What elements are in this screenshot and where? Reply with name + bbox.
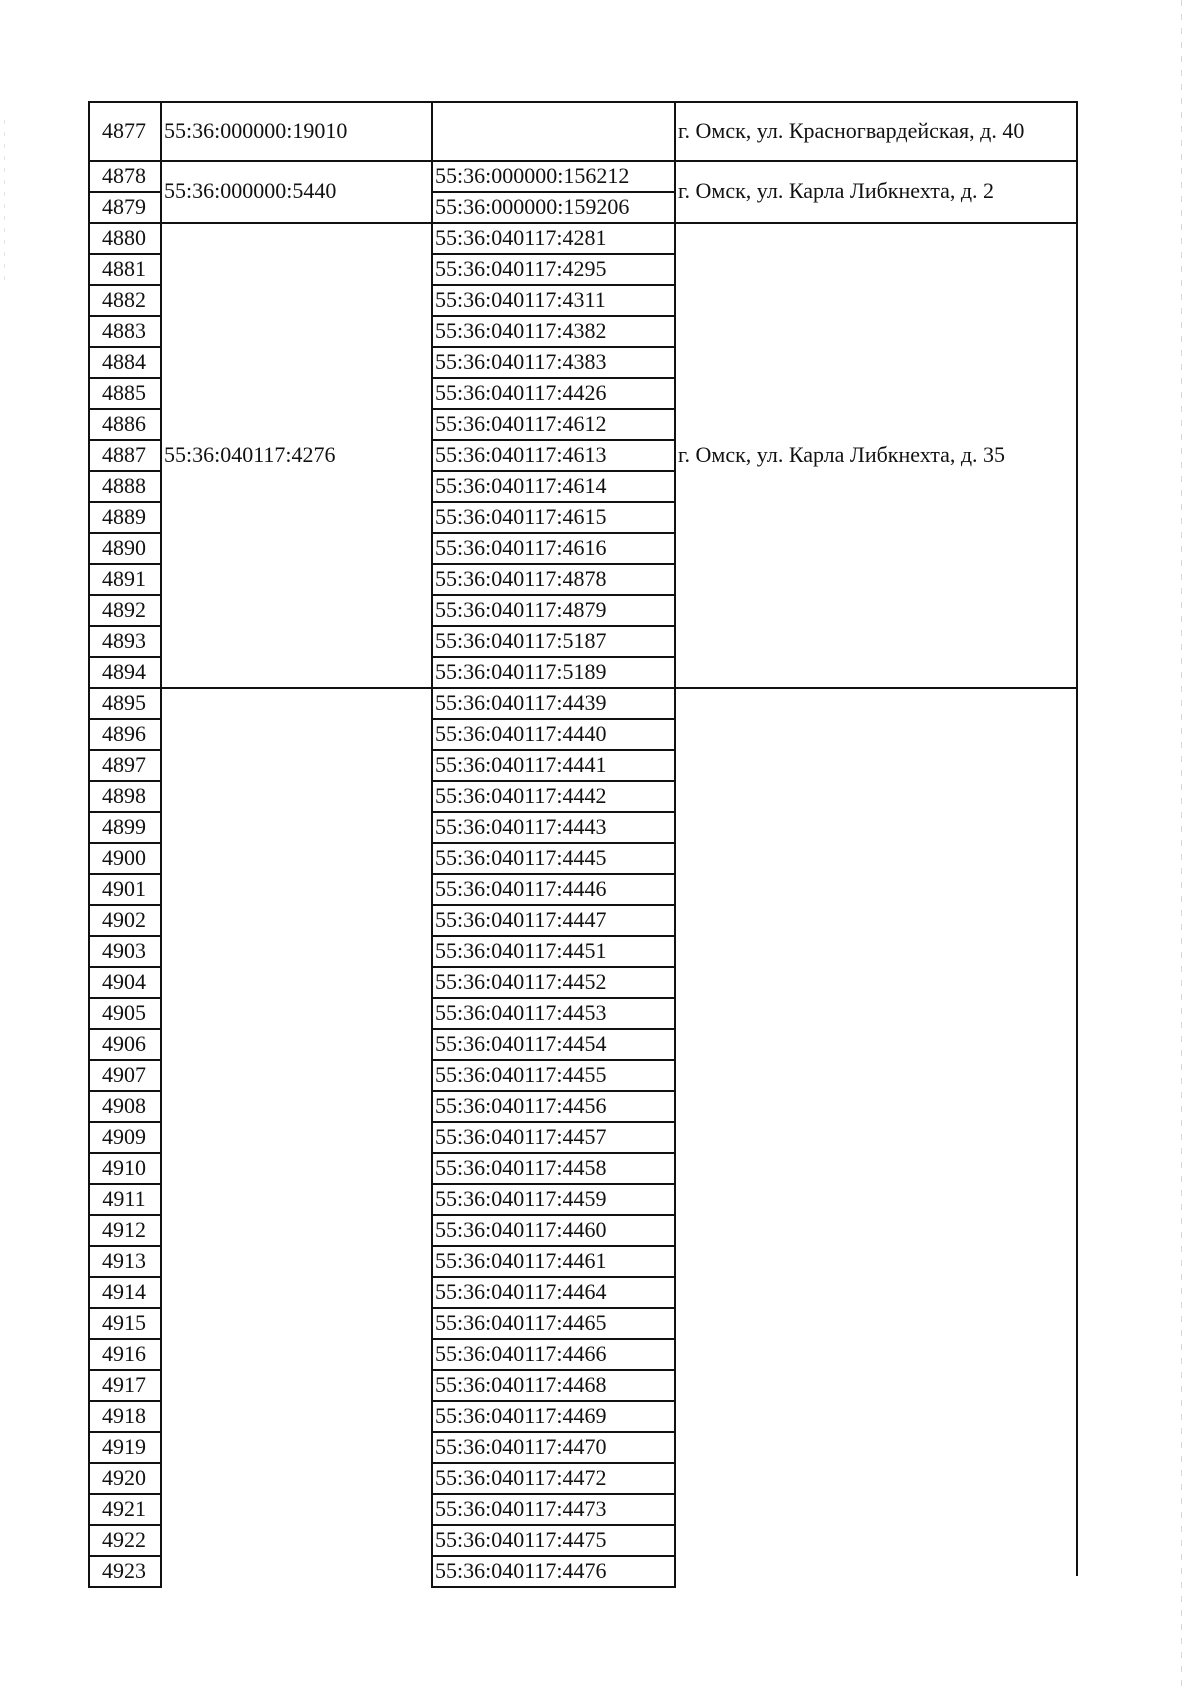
row-divider [88,1121,160,1123]
scan-edge-artifact [1181,0,1182,1686]
child-cadastral-number: 55:36:040117:4878 [435,565,607,591]
child-cadastral-number: 55:36:040117:4439 [435,689,607,715]
row-divider [88,904,160,906]
group-divider [674,160,1078,162]
address-cell: г. Омск, ул. Карла Либкнехта, д. 35 [678,441,1006,467]
row-number: 4879 [102,193,146,219]
row-divider [88,1245,160,1247]
child-cadastral-number: 55:36:040117:4455 [435,1061,607,1087]
child-cadastral-number: 55:36:040117:4443 [435,813,607,839]
row-number: 4915 [102,1309,146,1335]
child-cadastral-number: 55:36:040117:4452 [435,968,607,994]
child-cadastral-number: 55:36:040117:4458 [435,1154,607,1180]
child-cadastral-number: 55:36:040117:4615 [435,503,607,529]
row-divider [431,439,676,441]
row-divider [88,1183,160,1185]
row-divider [88,966,160,968]
child-cadastral-number: 55:36:040117:4616 [435,534,607,560]
group-divider [160,687,431,689]
row-divider [431,1462,676,1464]
row-divider [88,377,160,379]
row-number: 4910 [102,1154,146,1180]
child-cadastral-number: 55:36:040117:4453 [435,999,607,1025]
child-cadastral-number: 55:36:040117:4473 [435,1495,607,1521]
row-divider [431,718,676,720]
child-cadastral-number: 55:36:040117:4456 [435,1092,607,1118]
child-cadastral-number: 55:36:040117:4460 [435,1216,607,1242]
row-divider [431,377,676,379]
row-divider [88,1307,160,1309]
row-divider [431,1338,676,1340]
address-cell: г. Омск, ул. Карла Либкнехта, д. 2 [678,178,995,203]
row-divider [88,1586,160,1588]
row-number: 4885 [102,379,146,405]
address-cell: г. Омск, ул. Красногвардейская, д. 40 [678,117,1025,143]
row-divider [431,1028,676,1030]
row-divider [431,501,676,503]
row-divider [431,315,676,317]
row-divider [88,222,160,224]
child-cadastral-number: 55:36:000000:156212 [435,162,630,188]
row-divider [431,532,676,534]
child-cadastral-number: 55:36:040117:4426 [435,379,607,405]
row-divider [431,1121,676,1123]
row-number: 4922 [102,1526,146,1552]
row-divider [88,563,160,565]
row-divider [431,1400,676,1402]
row-number: 4881 [102,255,146,281]
parent-cadastral-number: 55:36:000000:5440 [164,178,337,203]
row-number: 4904 [102,968,146,994]
row-number: 4905 [102,999,146,1025]
group-divider [674,222,1078,224]
child-cadastral-number: 55:36:040117:4454 [435,1030,607,1056]
row-divider [88,439,160,441]
row-divider [431,656,676,658]
group-divider [160,222,431,224]
address-cell [674,687,1076,1586]
row-divider [431,1524,676,1526]
row-divider [431,1555,676,1557]
row-divider [88,191,160,193]
row-divider [431,1090,676,1092]
row-number: 4921 [102,1495,146,1521]
child-cadastral-number: 55:36:040117:4382 [435,317,607,343]
row-divider [88,1059,160,1061]
child-cadastral-number: 55:36:040117:4469 [435,1402,607,1428]
row-divider [88,315,160,317]
row-number: 4911 [102,1185,146,1211]
child-cadastral-number: 55:36:040117:4459 [435,1185,607,1211]
parcel-table [88,101,1076,1581]
row-divider [431,811,676,813]
child-cadastral-number: 55:36:040117:4466 [435,1340,607,1366]
row-divider [88,873,160,875]
row-divider [431,1307,676,1309]
row-divider [88,1400,160,1402]
row-number: 4898 [102,782,146,808]
column-border [160,101,162,1588]
row-divider [88,656,160,658]
row-number: 4887 [102,441,146,467]
child-cadastral-number: 55:36:040117:4465 [435,1309,607,1335]
parent-cadastral-number [160,687,431,1586]
row-divider [431,1183,676,1185]
child-cadastral-number: 55:36:040117:4464 [435,1278,607,1304]
row-divider [431,966,676,968]
row-divider [431,253,676,255]
row-number: 4880 [102,224,146,250]
row-divider [88,625,160,627]
column-border [431,101,433,1588]
row-divider [431,1276,676,1278]
row-divider [88,408,160,410]
row-divider [431,1059,676,1061]
row-divider [88,1462,160,1464]
group-divider [160,160,431,162]
row-divider [88,718,160,720]
row-number: 4912 [102,1216,146,1242]
row-number: 4884 [102,348,146,374]
child-cadastral-number: 55:36:040117:4440 [435,720,607,746]
row-divider [431,284,676,286]
row-divider [88,1524,160,1526]
row-number: 4913 [102,1247,146,1273]
row-divider [88,842,160,844]
row-divider [88,160,160,162]
row-divider [88,1555,160,1557]
row-divider [88,780,160,782]
row-divider [431,997,676,999]
row-number: 4923 [102,1557,146,1583]
row-divider [88,1431,160,1433]
child-cadastral-number: 55:36:040117:4441 [435,751,607,777]
child-cadastral-number: 55:36:040117:4470 [435,1433,607,1459]
child-cadastral-number: 55:36:040117:5187 [435,627,607,653]
row-divider [88,501,160,503]
row-number: 4877 [102,117,146,143]
row-divider [88,811,160,813]
row-number: 4882 [102,286,146,312]
row-divider [431,1214,676,1216]
child-cadastral-number: 55:36:040117:4311 [435,286,606,312]
row-divider [88,1214,160,1216]
row-divider [88,1493,160,1495]
row-divider [88,1152,160,1154]
row-number: 4878 [102,162,146,188]
row-divider [431,873,676,875]
row-number: 4897 [102,751,146,777]
row-number: 4916 [102,1340,146,1366]
child-cadastral-number: 55:36:040117:4447 [435,906,607,932]
row-divider [88,1276,160,1278]
row-divider [431,191,676,193]
row-divider [88,470,160,472]
row-divider [431,408,676,410]
row-number: 4906 [102,1030,146,1056]
row-divider [88,253,160,255]
row-divider [88,935,160,937]
row-number: 4895 [102,689,146,715]
child-cadastral-number: 55:36:040117:4445 [435,844,607,870]
column-border [1076,101,1078,1576]
row-divider [431,222,676,224]
row-number: 4919 [102,1433,146,1459]
row-divider [431,1493,676,1495]
row-divider [431,1152,676,1154]
child-cadastral-number: 55:36:040117:4476 [435,1557,607,1583]
row-divider [431,563,676,565]
row-divider [88,997,160,999]
row-number: 4883 [102,317,146,343]
row-divider [431,1245,676,1247]
row-number: 4899 [102,813,146,839]
column-border [88,101,90,1588]
child-cadastral-number: 55:36:040117:4879 [435,596,607,622]
row-number: 4907 [102,1061,146,1087]
row-number: 4891 [102,565,146,591]
child-cadastral-number: 55:36:040117:4612 [435,410,607,436]
row-divider [88,532,160,534]
child-cadastral-number: 55:36:040117:4614 [435,472,607,498]
row-number: 4901 [102,875,146,901]
child-cadastral-number: 55:36:040117:4295 [435,255,607,281]
row-number: 4900 [102,844,146,870]
row-number: 4917 [102,1371,146,1397]
child-cadastral-number: 55:36:040117:4457 [435,1123,607,1149]
row-divider [431,346,676,348]
row-divider [88,346,160,348]
child-cadastral-number: 55:36:040117:4468 [435,1371,607,1397]
row-number: 4920 [102,1464,146,1490]
row-divider [88,1369,160,1371]
row-number: 4894 [102,658,146,684]
child-cadastral-number: 55:36:000000:159206 [435,193,630,219]
row-divider [431,935,676,937]
child-cadastral-number: 55:36:040117:5189 [435,658,607,684]
row-divider [431,904,676,906]
row-divider [431,470,676,472]
row-divider [431,1369,676,1371]
child-cadastral-number: 55:36:040117:4613 [435,441,607,467]
child-cadastral-number [431,101,674,160]
row-divider [431,1586,676,1588]
child-cadastral-number: 55:36:040117:4446 [435,875,607,901]
row-number: 4902 [102,906,146,932]
row-divider [431,780,676,782]
row-divider [431,749,676,751]
row-divider [431,625,676,627]
row-number: 4896 [102,720,146,746]
row-number: 4918 [102,1402,146,1428]
row-divider [431,160,676,162]
row-divider [88,749,160,751]
row-divider [431,1431,676,1433]
row-divider [88,687,160,689]
row-number: 4888 [102,472,146,498]
child-cadastral-number: 55:36:040117:4383 [435,348,607,374]
row-divider [88,1338,160,1340]
row-number: 4889 [102,503,146,529]
group-divider [674,687,1078,689]
row-divider [431,594,676,596]
row-divider [88,1028,160,1030]
child-cadastral-number: 55:36:040117:4442 [435,782,607,808]
row-divider [431,842,676,844]
row-number: 4886 [102,410,146,436]
child-cadastral-number: 55:36:040117:4472 [435,1464,607,1490]
row-number: 4890 [102,534,146,560]
row-number: 4908 [102,1092,146,1118]
table-border-top [88,101,1078,103]
child-cadastral-number: 55:36:040117:4281 [435,224,607,250]
row-divider [88,1090,160,1092]
row-divider [431,687,676,689]
parent-cadastral-number: 55:36:000000:19010 [164,117,348,143]
column-border [674,101,676,1588]
scan-edge-artifact-left [4,120,5,280]
row-number: 4893 [102,627,146,653]
row-number: 4903 [102,937,146,963]
row-divider [88,284,160,286]
child-cadastral-number: 55:36:040117:4461 [435,1247,607,1273]
row-divider [88,594,160,596]
row-number: 4892 [102,596,146,622]
child-cadastral-number: 55:36:040117:4475 [435,1526,607,1552]
row-number: 4914 [102,1278,146,1304]
row-number: 4909 [102,1123,146,1149]
parent-cadastral-number: 55:36:040117:4276 [164,441,336,467]
child-cadastral-number: 55:36:040117:4451 [435,937,607,963]
